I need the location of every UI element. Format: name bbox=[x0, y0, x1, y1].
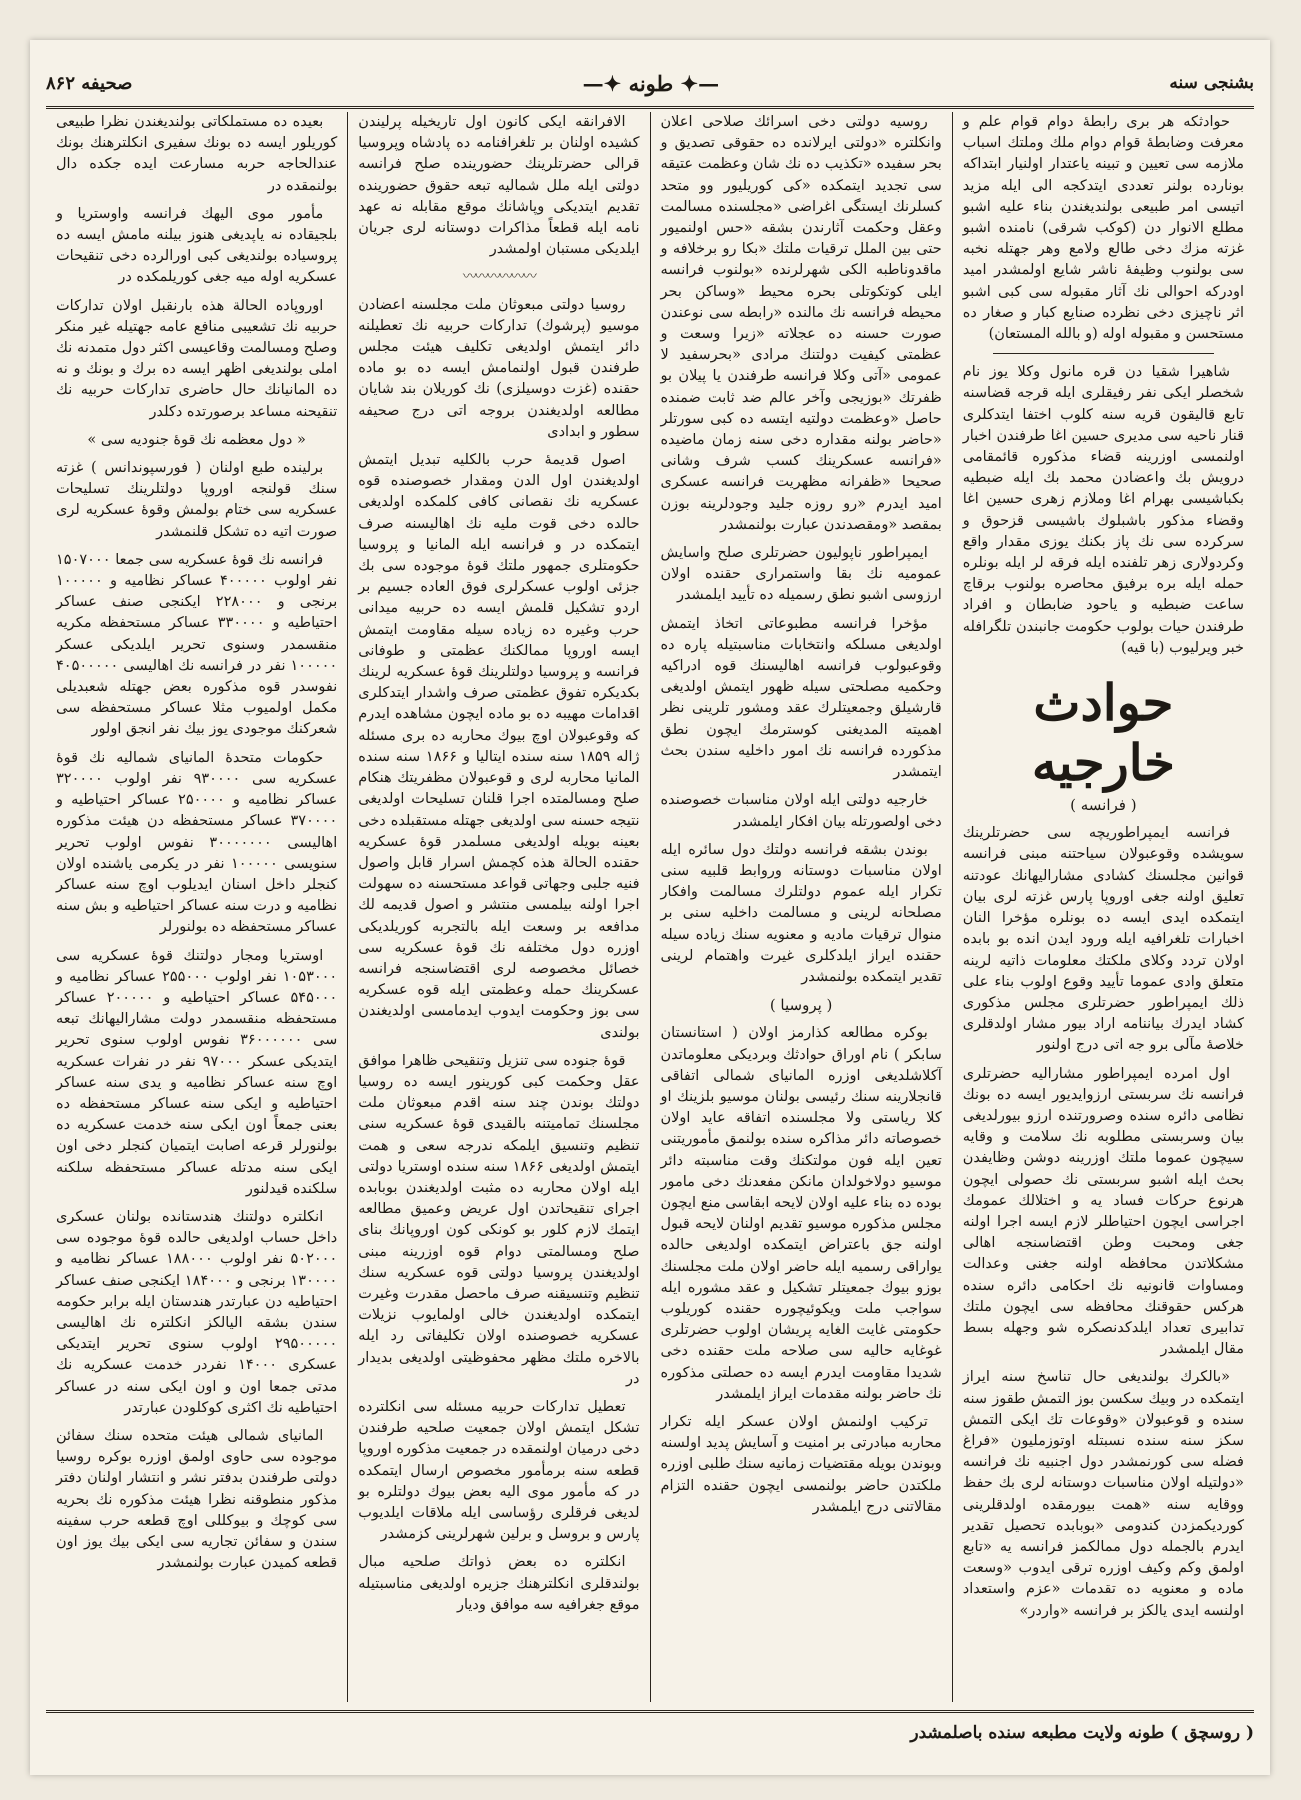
paragraph: «بالکرك بولندیغی حال تناسخ سنه ایراز ایتمکده در وبیك سکسن بوز التمش طقوز سنه سنده و قوعبولان «وقوعات تك ایکی التمش سکز سنه سنده نسبتله اوتوزملیون «فراغ فضله سی کورنمشدر دول اجنبیه نك فرانسه «دولتیله اولان مناسبات دوستانه لری بك حفظ ووقایه سنه «همت بیورمقده اولدقلرینی کوردیکمزدن کندومی «بوبابده تحصیل تقدیر ایدرم بالجمله دول ممالکمز فرانسه یه «تابع اولمق وکم وکیف اوزره ترقی ایدوب «وسعت ماده و معنویه ده تقدمات «عزم واستعداد اولنسه ایدی یالکز بر فرانسه «واردر» bbox=[962, 1369, 1244, 1619]
section-subheading-france: ( فرانسه ) bbox=[1070, 796, 1137, 815]
section-subheading-prussia: ( پروسیا ) bbox=[769, 996, 833, 1015]
paragraph: ایمپراطور ناپولیون حضرتلری صلح واسایش عمومیه نك بقا واستمراری حقنده اولان ارزوسی اشبو نطق رسمیله ده تأیید ایلمشدر bbox=[660, 545, 942, 604]
column-divider bbox=[993, 353, 1214, 354]
paragraph: فرانسه نك قوهٔ عسکریه سی جمعا ۱۵۰۷۰۰۰ نفر اولوب ۴۰۰۰۰۰ عساکر نظامیه و ۱۰۰۰۰۰ برنجی و ۲۲۸۰۰۰ ایکنجی صنف عساکر احتیاطیه و ۳۳۰۰۰۰ عساکر مستحفظه مکریه منقسمدر وسنوی تحریر ایلدیکی عسکر ۱۰۰۰۰۰ نفر در فرانسه نك اهالیسی ۴۰۵۰۰۰۰۰ نفوسدر قوه مذکوره بعض جهتله شعبدیلی مکمل اولمیوب مثلا عساکر مستحفظه سی شعرکنك موجودی یوز بیك نفر انجق اولور bbox=[56, 551, 338, 738]
masthead-title: —✦ طونه ✦— bbox=[582, 70, 720, 96]
paragraph: انکلتره ده بعض ذواتك صلحیه مبال بولندقلری انکلترهنك جزیره اولدیغی مناسبتیله موقع جغرافیه سه موافق ودیار bbox=[358, 1554, 640, 1613]
paragraph: روسیه دولتی دخی اسرائك صلاحی اعلان وانکلتره «دولتی ایرلانده ده حقوقی تصدیق و بحر سفیده «تکذیب ده نك شان وعظمت عتیقه سی تجدید ایتمکده «کی کوریلیور وو متحد کسلرنك ایستگی اغراضی «مجلسنده مسالمت وعقل وحکمت آثارندن بشقه «حس اولنمیور حتی بین الملل ترقیات ملتك «بکا رو برخلافه و ماقدوناطبه الکی شهرلرنده «بولنوب فرانسه ایلی کوتکوتلی بحره محیط «وساکن بحر محیطه فرانسه نك مالنده «رابطه سی نوعندن صورت حسنه ده عجلاته «زیرا وسعت و عظمتی کیفیت دولتنك مرادی «بحرسفید لا عمومی «آتی وکلا فرانسه طرفندن یا پیلان بو ظفرتك «بوزیجی وآخر عالم ضد ثابت ضمنده حاصل «وعظمت دولتیه ایتسه ده کبی سورتلر «حاضر بولنه مقداره دخی سنه زمان ماضیده «فرانسه عسکرینك کسب شرف وشانی صحیحا «ظفرانه مظهریت فرانسه عسکری امید ایدرم «رو روزه جلید وجودلرینه بوزن بمقصد «ومقصدندن عبارت بولنمشدر bbox=[660, 114, 942, 533]
paragraph: حوادثکه هر بری رابطهٔ دوام قوام علم و معرفت وضابطهٔ قوام دوام ملك وملتك اسباب ملازمه سی تعیین و تبینه یاعتدار اولنیار ابتداکه بونارده بولنر تعددی ایتدکجه الی ایله مزید اتیسی امر طبیعی بولندیغندن بناء علیه اشبو مطلع الانوار دن (کوکب شرقی) نامنده اشبو غزته مزك دخی طالع ولامع وهر جهتله نخبه سی بولنوب وظیفهٔ ناشر شایع اولمشدر امید اودرکه احوالی نك آثار مقبوله سی کبی اشبو اثر ناچیزی دخی نظرده صنایع کبار و صغار ده مستحسن و مقبوله اوله (و بالله المستعان) bbox=[962, 114, 1244, 343]
paragraph: حکومات متحدهٔ المانیای شمالیه نك قوهٔ عسکریه سی ۹۳۰۰۰۰ نفر اولوب ۳۲۰۰۰۰ عساکر نظامیه و ۲۵۰۰۰۰ عساکر احتیاطیه و ۳۷۰۰۰۰ عساکر مستحفظه دن هیئت مذکوره اهالیسی ۳۰۰۰۰۰۰۰ نفوس اولوب تحریر سنویسی ۱۰۰۰۰۰ نفر در یکرمی یاشنده اولان کنجلر داخل اسنان ایدیلوب اوچ سنه عساکر نظامیه و درت سنه عساکر احتیاطیه و بش سنه عساکر مستحفظه ده بولنورلر bbox=[56, 749, 338, 936]
paragraph: اول امرده ایمپراطور مشارالیه حضرتلری فرانسه نك سربستی ارزوایدیور ایسه ده بونك نظامی دائره سنده وصرورتنده ارزو بیورلدیغی بیان وسربستی مطلوبه نك سلامت و وقایه سیچون عموما ملتك اوزرینه دوشن وظایفدن بحث ایله اشبو سربستی نك حصولی ایچون هرنوع حرکات فساد یه و اختلالك عمومك اجراسی ایچون احتیاطلر لازم ایسه اجرا اولنه جغی ومحبت وطن اقتضاسنجه اهالی مشکلاتدن محافظه اولنه جغنی وعدالت ومساوات قانونیه نك احکامی دائره سنده هرکس حقوقنك محافظه سی ایچون ملتك تدابیری تعداد ایلدکدنصکره شو وجهله بسط مقال ایلمشدر bbox=[962, 1065, 1244, 1358]
column-2 bbox=[650, 112, 952, 1702]
paragraph: بوندن بشقه فرانسه دولتك دول سائره ایله اولان مناسبات دوستانه وروابط قلبیه سنی تکرار ایله عموم دولتلرك مسالمت وافکار مصلحانه لرینی و مسالمت داخلیه سنی بر منوال ترقیات مادیه و معنویه سنك زیاده سیله حقنده ایراز ایلدکلری غیرت واهتمام لرینی تقدیر ایتمکده بولنمشدر bbox=[660, 841, 942, 985]
paragraph: روسیا دولتی مبعوثان ملت مجلسنه اعضادن موسیو (پرشوك) تدارکات حربیه نك تعطیلنه دائر ایتمش اولدیغی تکلیف هیئت مجلس طرفندن قبول اولنمامش ایسه ده بو ماده حقنده (غزت دوسیلزی) نك کوریلان بند شایان مطالعه اولدیغندن بروجه اتی درج صحیفه سطور و ابدادی bbox=[358, 296, 640, 440]
section-heading-foreign-news: حوادث خارجیه bbox=[1031, 673, 1175, 793]
paragraph: الافرانقه ایکی کانون اول تاریخیله پرلیندن کشیده اولنان بر تلغرافنامه ده پادشاه وپروسیا قرالی حضرتلرینك حضورینده صلح فرانسه دولتی ایله ملل شمالیه تبعه حقوق حضورینده تقدیم ایتدیکی وپاشانك موقع مقابله نه عهد نامه ایله قطعاً مذاکرات دوستانه لری جریان ایلدیکی مستبان اولمشدر bbox=[358, 114, 640, 258]
page-number: صحیفه ۸۶۲ bbox=[46, 72, 133, 94]
paragraph: بوکره مطالعه کذارمز اولان ( استانستان سابکر ) نام اوراق حوادثك وبردیکی معلوماتدن آکلاشلدیغی اوزره المانیای شمالی اتفاقی قانجلارینه سنك رئیسی بولنان موسیو بلزینك او کلا ریاستی ولا مجلسنده اتفاقه عاید اولان خصوصاته دائر مذاکره سنده بولنمق مأموریتنی تعین ایله فون مولتكنك وقت مناسبته دائر موسیو دولاخولدان مانکن مفعدنك دخی مامور بوده ده بناء علیه اولان لایحه ابقاسی منع ایچون مجلس مذکوره موسیو تقدیم اولنان لایحه قبول اولنه جق باعتراض ایتمکده اولدیغی حالده یواراقی رسمیه ایله حاضر اولان ملت مجلسنك بوزو بیوك جمعیتلر تشکیل و عقد مشوره ایله سواجب ملت ویکوئیچوره حقنده کوریلوب حکومتی غایت الغایه پریشان اولوب حضرتلری غوغایه حالیه سی صلاحه ملت حقنده دخی شدیدا مقاومت ایدرم ایسه ده حصلتی مذکوره نك حاضر بولنه مقدمات ایراز ایلمشدر bbox=[660, 1025, 942, 1402]
paragraph: ترکیب اولنمش اولان عسکر ایله تکرار محاربه مبادرتی بر امنیت و آسایش پدید اولسنه وبوندن بویله مقتضیات زمانیه سنك طلبی اوزره ملکتدن حاضر بولنمسی ایچون حقنده التزام مقالاتنی درج ایلمشدر bbox=[660, 1413, 942, 1515]
column-1 bbox=[952, 112, 1254, 1702]
paragraph: برلینده طبع اولنان ( فورسپوندانس ) غزته سنك قولنجه اوروپا دولتلرینك تسلیحات عسکریه سی ختام بولمش وقوهٔ عسکریه لری صورت اتیه ده تشکل قلنمشدر bbox=[56, 460, 338, 540]
newspaper-page bbox=[30, 40, 1270, 1775]
year-label: بشنجی سنه bbox=[1169, 73, 1254, 93]
paragraph: شاهیرا شقیا دن قره مانول وکلا یوز نام شخصلر ایکی نفر رفیقلری ایله قرجه قضاسنه تابع قالیقون قریه سنه کلوب اختفا ایتدکلری قنار ناحیه سی مدیری حسین اغا طرفندن اخبار اولنمسی اوزرینه قضاء مذکوره قائمقامی درویش بك واعضادن محمد بك ایله ضبطیه بکباشیسی بهرام اغا وملازم زهری حسین اغا وقضاء مذکور باشبلوك باشیسی قزحوق و سرکرده سی نك پاز بکنك یوزی مقدار واقع وکردولاری زهر تلفنده ایله فرقه لر ایله بونلره حمله ایله بره برفیق محاصره بولنوب برقاچ ساعت ضبطیه و یاحود ضابطان و افراد طرفندن حیات بولوب حکومت جانبندن تلگرافله خبر ویرلیوب (با قیه) bbox=[962, 364, 1244, 656]
paragraph: تعطیل تدارکات حربیه مسئله سی انکلترده تشکل ایتمش اولان جمعیت صلحیه طرفندن دخی درمیان اولنمقده در جمعیت مذکوره اوروپا قطعه سنه برمأمور مخصوص ارسال ایتمکده در که مأمور موی الیه بعض بیوك دولتلره بو لدیغی فرقلری رؤساسی ایله ملاقات ایلدیوب پارس و بروسل و برلین شهرلرینی کزمشدر bbox=[358, 1398, 640, 1543]
column-4 bbox=[46, 112, 347, 1702]
paragraph: اصول قدیمهٔ حرب بالکلیه تبدیل ایتمش اولدیغندن اول الدن ومقدار خصوصنده قوه عسکریه نك نقصانی کافی کلمکده اولدیغی حالده دخی قوت ملیه نك اهالیسنه صرف ایتمکده در و فرانسه ایله المانیا و پروسیا حکومتلری جمهور ملتك قوهٔ موجوده سی بك جزئی اولوب عسکرلری فوق العاده جسیم بر اردو تشکیل قلمش ایسه ده حربیه میدانی حرب وغیره ده زیاده سیله مقاومت ایتمش ایسه اوروپا ممالکنك عظمتی و طوفانی فرانسه و پروسیا دولتلرینك قوهٔ عسکریه لرینك بکدیکره تفوق عظمتی صرف واشدار ایتدکلری اقدامات مهیبه ده بو ماده ایچون مشاهده ایدرم که وقوعبولان اوچ بیوك محاربه ده بری مسئله ژاله ۱۸۵۹ سنه سنده ایتالیا و ۱۸۶۶ سنه سنده المانیا محاربه لری و قوعبولان مظفریتك هنکام صلح ومسالمتده اجرا قلنان تسلیحات اولدیغی نتیجه حسنه سی اولدیغی جهتله مستقبلده دخی بعینه بویله اولدیغی مسلمدر قوهٔ عسکریه حقنده الحالة هذه کچمش اسرار قابل واصول فنیه جلبی وجهاتی قواعد مستحسنه ده سهولت اجرا اولنه بیلمسی منتشر و اصول قدیمه لك مدافعه بر وسعت ایله بالتجربه کوریلدیکی اوزره دول مختلفه نك قوهٔ عسکریه سی خصائل مخصوصه لری اقتضاسنجه فرانسه عسکرینك حمله وعظمتی ایله قوه عسکریه سی بوز وحکومت ایدوب ایدمامسی اولدیغندن بولندی bbox=[358, 452, 640, 1041]
paragraph: بعیده ده مستملکاتی بولندیغندن نظرا طبیعی کوریلور ایسه ده بونك سفیری انکلترهنك بونك عندالحاجه حربه مسارعت ایده جکده دال بولنمقده در bbox=[56, 114, 338, 194]
paragraph: مأمور موی الیهك فرانسه واوستریا و بلجیقاده نه یاپدیغی هنوز بیلنه مامش ایسه ده پروسیاده بولندیغی کبی اورالرده دخی تنقیحات عسکریه اوله میه جغی کوریلمکده در bbox=[56, 205, 338, 286]
section-subheading-great-powers: « دول معظمه نك قوهٔ جنودیه سی » bbox=[87, 431, 306, 448]
paragraph: خارجیه دولتی ایله اولان مناسبات خصوصنده دخی اولصورتله بیان افکار ایلمشدر bbox=[660, 792, 942, 830]
wavy-divider: 〰〰〰〰〰〰 bbox=[462, 269, 535, 286]
paragraph: فرانسه ایمپراطوریچه سی حضرتلرینك سویشده وقوعبولان سیاحتنه مبنی فرانسه قوانین مجلسنك کشادی مشارالیهانك عودتنه تعلیق اولنه جغی اوروپا پارس غزته لری بیان ایتمکده ایدی ایسه ده بونلره مؤخرا النان اخبارات تلغرافیه ایله ورود ایدن انده بو بابده اولان تردد وکلای ملکتك معلومات ذاتیه لرینه متعلق وادی عموما تأیید وقوع اولوب بناء علی ذلك ایمپراطور حضرتلری مجلس مذکوری کشاد ایدرك بیاننامه اراد بیور مشار اولدقلری خلاصهٔ مآلی برو جه اتی درج اولنور bbox=[962, 825, 1244, 1054]
paragraph: اوستریا ومجار دولتنك قوهٔ عسکریه سی ۱۰۵۳۰۰۰ نفر اولوب ۲۵۵۰۰۰ عساکر نظامیه و ۵۴۵۰۰۰ عساکر احتیاطیه و ۲۰۰۰۰۰ عساکر مستحفظه منقسمدر دولت مشارالیهانك تبعه سی ۳۶۰۰۰۰۰۰ نفوس اولوب سنوی تحریر ایتدیکی عسکر ۹۷۰۰۰ نفر در نفرات عسکریه اوچ سنه عساکر نظامیه و یدی سنه عساکر احتیاطیه و ایکی سنه عساکر مستحفظه ده بعنی جمعاً اون ایکی سنه خدمت عسکریه ده بولنورلر قرعه اصابت ایتمیان کنجلر دخی اون ایکی سنه مدتله عساکر مستحفظه سلکنه سلکنده قیدلنور bbox=[56, 947, 338, 1197]
paragraph: المانیای شمالی هیئت متحده سنك سفائن موجوده سی حاوی اولمق اوزره بوکره روسیا دولتی طرفندن بدفتر نشر و انتشار اولنان دفتر مذکور منطوقنه نظرا هیئت مذکوره نك بحریه سی کوچك و بیوکللی اوچ قطعه حرب سفینه سندن و سفائن تجاریه سی ایکی بیك یوز اون قطعه کمیدن عبارت بولنمشدر bbox=[56, 1427, 338, 1572]
article-columns bbox=[46, 112, 1254, 1702]
column-3 bbox=[347, 112, 649, 1702]
paragraph: قوهٔ جنوده سی تنزیل وتنقیحی ظاهرا موافق عقل وحکمت کبی کورینور ایسه ده روسیا دولتك بوندن چند سنه اقدم مبعوثان ملت مجلسنك تمامیتنه بالقیدی قوهٔ عسکریه سنی تنظیم وتنسیق ایلمکه ندرجه سعی و همت ایتمش اولدیغی ۱۸۶۶ سنه سنده اوستریا دولتی ایله اولان محاربه ده مثبت اولدیغندن بوبابده اجرای تنقیحاتدن اول عریض وعمیق مطالعه ایتمك لازم کلور بو کونکی کون اوروپانك بنای صلح ومسالمتی دوام قوه اوزرینه مبنی اولدیغندن پروسیا دولتی قوه عسکریه سنك تنظیم وتنسیقنه صرف ماحصل مقدرت وغیرت ایتمکده اولدیغندن خالی اولمایوب نزیلات عسکریه خصوصنده اولان تکلیفاتی رد ایله بالاخره ملتك مظهر محفوظیتی اولدیغی بدیدار در bbox=[358, 1052, 640, 1387]
paragraph: انکلتره دولتنك هندستانده بولنان عسکری داخل حساب اولدیغی حالده قوهٔ موجوده سی ۵۰۲۰۰۰ نفر اولوب ۱۸۸۰۰۰ عساکر نظامیه و ۱۳۰۰۰۰ برنجی و ۱۸۴۰۰۰ ایکنجی صنف عساکر احتیاطیه دن عبارتدر هندستان ایله برابر حکومه سندن بشقه الیالکز انکلتره نك اهالیسی ۲۹۵۰۰۰۰۰ اولوب سنوی تحریر ایتدیکی عسکری ۱۴۰۰۰ نفردر خدمت عسکریه نك مدتی جمعا اون و اون ایکی سنه در عساکر احتیاطیه نك اکثری کوکلودن عبارتدر bbox=[56, 1208, 338, 1416]
printer-imprint: ( روسچق ) طونه ولایت مطبعه سنده باصلمشدر bbox=[910, 1723, 1254, 1743]
paragraph: مؤخرا فرانسه مطبوعاتی اتخاذ ایتمش اولدیغی مسلکه وانتخابات مناسبتیله پاره ده وقوعبولوب فرانسه اهالیسنك قوه ادراکیه وحکمیه مصلحتی سیله ظهور ایتمش اولدیغی قارشیلق وجمعیتلرك عقد ومشور تلرینی نظر اهمیته المدیغنی کوسترمك ایچون نطق مذکورده فرانسه نك امور داخلیه سندن بحث ایتمشدر bbox=[660, 615, 942, 781]
page-header bbox=[46, 60, 1254, 109]
paragraph: اوروپاده الحالة هذه بارنقبل اولان تدارکات حربیه نك تشعیبی منافع عامه جهتیله غیر منکر وصلح ومسالمت وقاعیسی اکثر دول متمدنه نك املی بولندیغی اظهر ایسه ده برك و بونك و نه ده المانیانك حال حاضری تدارکات حربیه نك تنقیحنه مساعد برصورتده دکلدر bbox=[56, 297, 338, 420]
page-footer bbox=[46, 1710, 1254, 1753]
